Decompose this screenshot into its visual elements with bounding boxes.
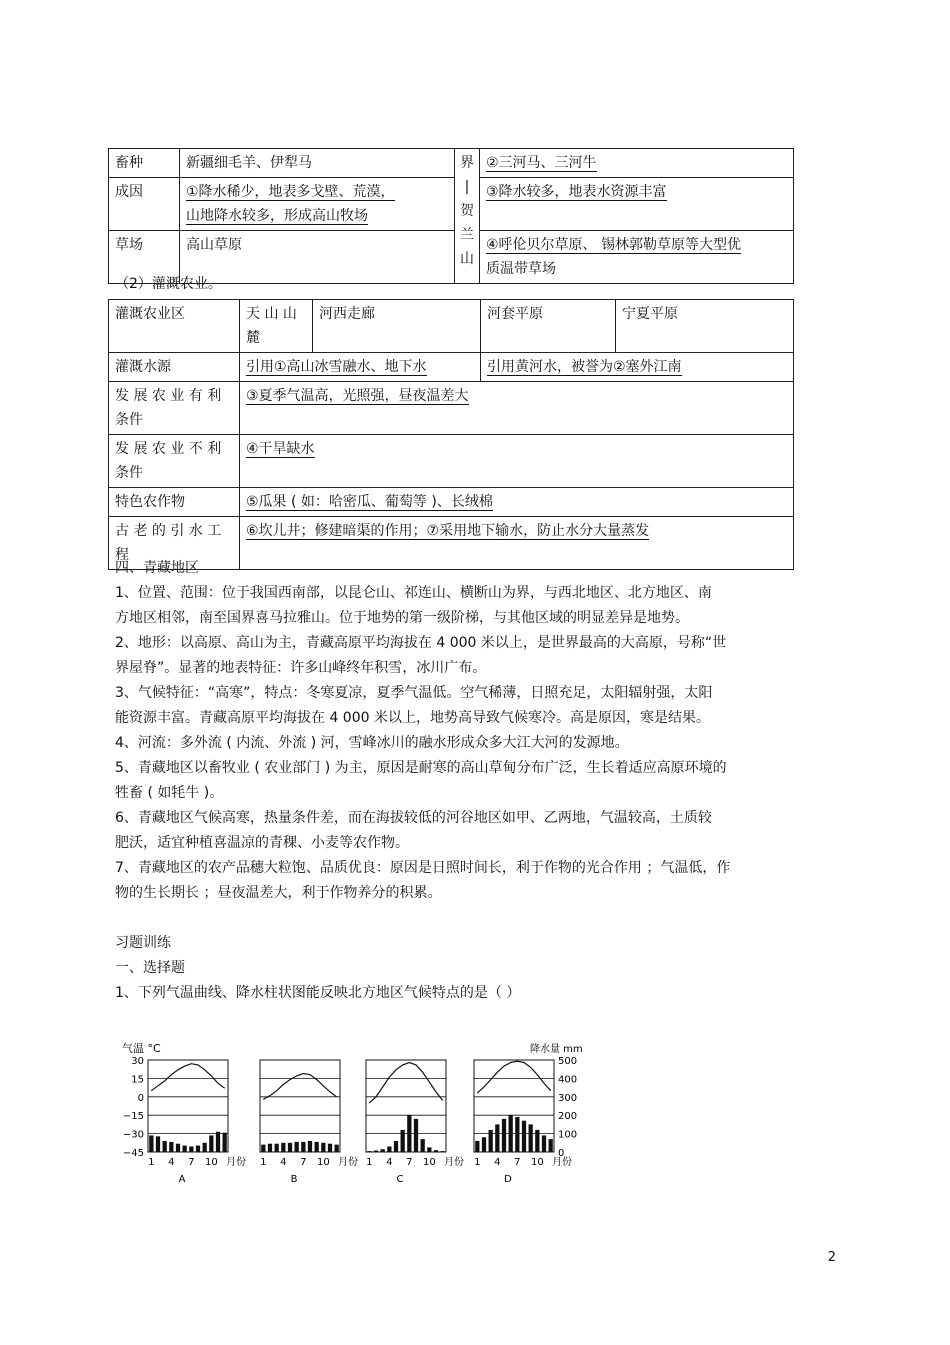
cell-header-grassland: 草场 xyxy=(109,231,180,284)
precip-tick-label: 200 xyxy=(558,1111,578,1123)
temp-tick-label: 30 xyxy=(131,1056,144,1067)
section4-line-4: 界屋脊”。显著的地表特征：许多山峰终年积雪，冰川广布。 xyxy=(115,660,487,676)
precip-bar xyxy=(542,1135,546,1152)
month-tick-label: 4 xyxy=(494,1157,501,1168)
question-1: 1、下列气温曲线、降水柱状图能反映北方地区气候特点的是（ ） xyxy=(115,985,521,1001)
cell-xinjiang-grassland: 高山草原 xyxy=(180,231,455,284)
precip-bar xyxy=(275,1144,279,1152)
panel-letter: A xyxy=(178,1174,186,1185)
month-tick-label: 7 xyxy=(300,1157,307,1168)
page-number: 2 xyxy=(827,1250,836,1265)
precip-bar xyxy=(387,1146,391,1152)
section4-line-5: 3、气候特征：“高寒”，特点：冬寒夏凉，夏季气温低。空气稀薄，日照充足，太阳辐射强，太阳 xyxy=(115,685,713,701)
cell-crops: ⑤瓜果 ( 如：哈密瓜、葡萄等 )、长绒棉 xyxy=(240,488,794,517)
precip-bar xyxy=(515,1117,519,1152)
cell-header-region: 灌溉农业区 xyxy=(109,300,240,353)
cell-header-water: 灌溉水源 xyxy=(109,353,240,382)
panel-frame xyxy=(260,1060,340,1152)
precip-bar xyxy=(163,1141,167,1152)
section4-line-12: 7、青藏地区的农产品穗大粒饱、品质优良：原因是日照时间长，利于作物的光合作用 ；气温低，作 xyxy=(115,860,731,876)
section4-line-1: 1、位置、范围：位于我国西南部，以昆仑山、祁连山、横断山为界，与西北地区、北方地区、南 xyxy=(115,585,712,601)
cell-unfavorable: ④干旱缺水 xyxy=(240,435,794,488)
precip-bar xyxy=(407,1115,411,1152)
precip-bar xyxy=(367,1151,371,1152)
section4-line-13: 物的生长期长 ；昼夜温差大，利于作物养分的积累。 xyxy=(115,885,442,901)
section4-line-10: 6、青藏地区气候高寒，热量条件差，而在海拔较低的河谷地区如甲、乙两地，气温较高，土质较 xyxy=(115,810,712,826)
section4-line-2: 方地区相邻，南至国界喜马拉雅山。位于地势的第一级阶梯，与其他区域的明显差异是地势。 xyxy=(115,610,689,626)
precip-bar xyxy=(381,1149,385,1152)
climate-panel-B xyxy=(260,1060,358,1185)
precip-bar xyxy=(495,1124,499,1152)
month-tick-label: 4 xyxy=(168,1157,175,1168)
precip-bar xyxy=(427,1147,431,1152)
month-tick-label: 10 xyxy=(204,1157,218,1168)
panel-frame xyxy=(366,1060,446,1152)
temp-axis-label: 气温 °C xyxy=(122,1042,161,1055)
precip-bar xyxy=(328,1144,332,1152)
cell-favorable: ③夏季气温高，光照强，昼夜温差大 xyxy=(240,382,794,435)
precip-tick-label: 0 xyxy=(558,1148,565,1159)
cell-header-cause: 成因 xyxy=(109,178,180,231)
month-tick-label: 1 xyxy=(366,1157,373,1168)
precip-bar xyxy=(441,1151,445,1152)
precip-axis-label: 降水量 mm xyxy=(530,1044,583,1055)
climate-charts xyxy=(118,1038,598,1188)
month-tick-label: 7 xyxy=(514,1157,521,1168)
cell-water-xinjiang: 引用①高山冰雪融水、地下水 xyxy=(240,353,481,382)
section4-title: 四、青藏地区 xyxy=(115,560,199,576)
precip-bar xyxy=(183,1146,187,1152)
precip-bar xyxy=(216,1132,220,1152)
temperature-curve xyxy=(477,1061,550,1093)
precip-bar xyxy=(196,1146,200,1152)
month-tick-label: 1 xyxy=(148,1157,155,1168)
section4-line-3: 2、地形：以高原、高山为主，青藏高原平均海拔在 4 000 米以上，是世界最高的大高原，号称“世 xyxy=(115,635,727,651)
month-tick-label: 7 xyxy=(406,1157,413,1168)
cell-header-favorable: 发 展 农 业 有 利 条件 xyxy=(109,382,240,435)
month-unit-label: 月份 xyxy=(338,1157,358,1168)
precip-bar xyxy=(414,1119,418,1152)
precip-bar xyxy=(489,1130,493,1152)
month-unit-label: 月份 xyxy=(444,1157,464,1168)
precip-bar xyxy=(509,1115,513,1152)
panel-letter: C xyxy=(396,1174,404,1185)
precip-bar xyxy=(401,1130,405,1152)
month-unit-label: 月份 xyxy=(226,1157,246,1168)
cell-hexi: 河西走廊 xyxy=(313,300,481,353)
precip-tick-label: 100 xyxy=(558,1129,578,1141)
month-tick-label: 10 xyxy=(530,1157,544,1168)
temp-tick-label: −15 xyxy=(122,1111,144,1123)
precip-bar xyxy=(482,1137,486,1152)
cell-ancient: ⑥坎儿井；修建暗渠的作用；⑦采用地下输水，防止水分大量蒸发 xyxy=(240,517,794,570)
precip-bar xyxy=(288,1143,292,1152)
cell-hetao: 河套平原 xyxy=(481,300,616,353)
cell-xinjiang-cause: ①降水稀少，地表多戈壁、荒漠， 山地降水较多，形成高山牧场 xyxy=(180,178,455,231)
section4-line-8: 5、青藏地区以畜牧业 ( 农业部门 ) 为主，原因是耐寒的高山草甸分布广泛，生长着适应高原环境的 xyxy=(115,760,727,776)
precip-bar xyxy=(301,1142,305,1152)
precip-bar xyxy=(529,1124,533,1152)
month-tick-label: 10 xyxy=(422,1157,436,1168)
panel-letter: D xyxy=(504,1174,512,1185)
exercise-title: 习题训练 xyxy=(115,935,171,951)
precip-bar xyxy=(189,1146,193,1152)
temp-tick-label: 0 xyxy=(137,1092,144,1104)
cell-water-yellow: 引用黄河水，被誉为②塞外江南 xyxy=(481,353,794,382)
pasture-table xyxy=(108,148,794,284)
precip-bar xyxy=(315,1142,319,1152)
precip-bar xyxy=(335,1145,339,1152)
cell-header-crops: 特色农作物 xyxy=(109,488,240,517)
precip-tick-label: 500 xyxy=(558,1056,578,1067)
cell-header-ancient: 古 老 的 引 水 工 程 xyxy=(109,517,240,570)
section4-line-9: 牲畜 ( 如牦牛 )。 xyxy=(115,785,224,801)
temp-tick-label: −45 xyxy=(122,1148,144,1159)
cell-header-livestock: 畜种 xyxy=(109,149,180,178)
cell-neimeng-livestock: ②三河马、三河牛 xyxy=(480,149,794,178)
cell-xinjiang-livestock: 新疆细毛羊、伊犁马 xyxy=(180,149,455,178)
panel-letter: B xyxy=(290,1174,298,1185)
precip-bar xyxy=(502,1119,506,1152)
precip-bar xyxy=(535,1130,539,1152)
temperature-curve xyxy=(151,1064,224,1091)
irrigation-table xyxy=(108,299,794,570)
exercise-subtitle: 一、选择题 xyxy=(115,960,185,976)
precip-bar xyxy=(522,1121,526,1152)
cell-tianshan: 天 山 山 麓 xyxy=(240,300,313,353)
precip-bar xyxy=(223,1133,227,1152)
section4-line-11: 肥沃，适宜种植喜温凉的青稞、小麦等农作物。 xyxy=(115,835,409,851)
precip-bar xyxy=(281,1143,285,1152)
precip-tick-label: 300 xyxy=(558,1092,578,1104)
month-tick-label: 7 xyxy=(188,1157,195,1168)
climate-panel-A xyxy=(148,1060,246,1185)
cell-header-unfavorable: 发 展 农 业 不 利 条件 xyxy=(109,435,240,488)
precip-bar xyxy=(209,1135,213,1152)
precip-bar xyxy=(421,1139,425,1152)
precip-bar xyxy=(203,1143,207,1152)
divider-helan: 界 | 贺 兰 山 xyxy=(455,149,480,284)
precip-bar xyxy=(308,1141,312,1152)
month-tick-label: 4 xyxy=(280,1157,287,1168)
month-tick-label: 1 xyxy=(260,1157,267,1168)
precip-bar xyxy=(434,1150,438,1152)
temp-tick-label: 15 xyxy=(131,1074,144,1086)
month-tick-label: 4 xyxy=(386,1157,393,1168)
irrigation-title: （2）灌溉农业。 xyxy=(115,276,222,292)
precip-tick-label: 400 xyxy=(558,1074,578,1086)
precip-bar xyxy=(156,1136,160,1152)
precip-bar xyxy=(321,1143,325,1152)
temp-tick-label: −30 xyxy=(122,1129,144,1141)
precip-bar xyxy=(295,1142,299,1152)
precip-bar xyxy=(394,1141,398,1152)
climate-panel-C xyxy=(366,1060,464,1185)
precip-bar xyxy=(475,1141,479,1152)
temperature-curve xyxy=(263,1074,336,1100)
section4-line-7: 4、河流：多外流 ( 内流、外流 ) 河，雪峰冰川的融水形成众多大江大河的发源地。 xyxy=(115,735,629,751)
month-tick-label: 10 xyxy=(316,1157,330,1168)
month-unit-label: 月份 xyxy=(552,1157,572,1168)
precip-bar xyxy=(176,1144,180,1152)
precip-bar xyxy=(374,1151,378,1152)
precip-bar xyxy=(549,1139,553,1152)
cell-ningxia: 宁夏平原 xyxy=(616,300,794,353)
precip-bar xyxy=(169,1142,173,1152)
precip-bar xyxy=(261,1145,265,1152)
cell-neimeng-cause: ③降水较多，地表水资源丰富 xyxy=(480,178,794,231)
precip-bar xyxy=(268,1144,272,1152)
section4-line-6: 能资源丰富。青藏高原平均海拔在 4 000 米以上，地势高导致气候寒冷。高是原因，寒是结果。 xyxy=(115,710,710,726)
month-tick-label: 1 xyxy=(474,1157,481,1168)
cell-neimeng-grassland: ④呼伦贝尔草原、 锡林郭勒草原等大型优 质温带草场 xyxy=(480,231,794,284)
precip-bar xyxy=(149,1135,153,1152)
